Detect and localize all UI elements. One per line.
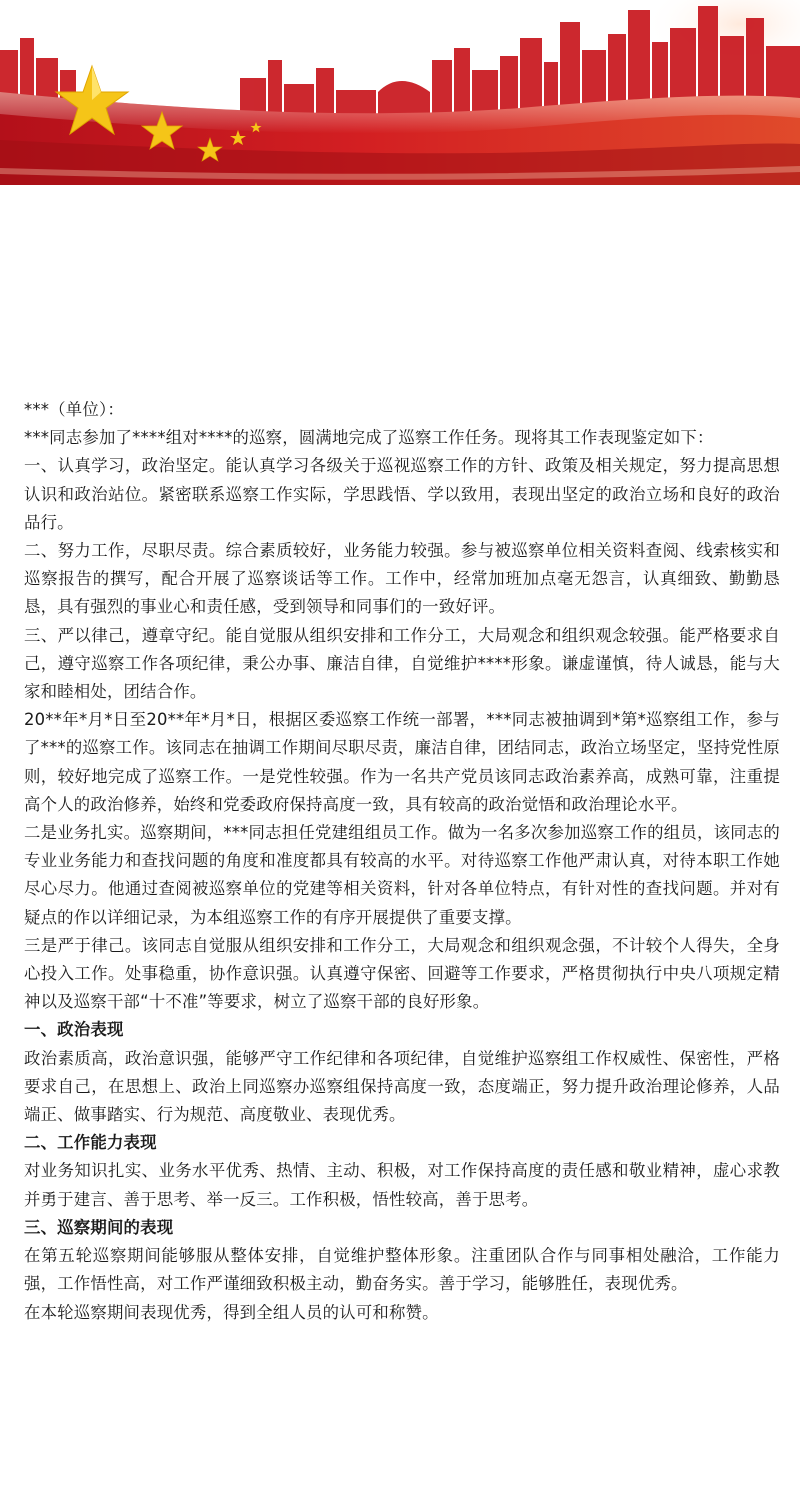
appraisal-document [24,396,780,1327]
body-paragraph: 二是业务扎实。巡察期间，***同志担任党建组组员工作。做为一名多次参加巡察工作的组员，该同志的专业业务能力和查找问题的角度和准度都具有较高的水平。对待巡察工作他严肃认真，对待本职工作她尽心尽力。他通过查阅被巡察单位的党建等相关资料，针对各单位特点，有针对性的查找问题。并对有疑点的作以详细记录，为本组巡察工作的有序开展提供了重要支撑。 [24,823,780,927]
body-paragraph: 二、努力工作，尽职尽责。综合素质较好，业务能力较强。参与被巡察单位相关资料查阅、线索核实和巡察报告的撰写，配合开展了巡察谈话等工作。工作中，经常加班加点毫无怨言，认真细致、勤勤恳恳，具有强烈的事业心和责任感，受到领导和同事们的一致好评。 [24,541,780,617]
body-paragraph: 在本轮巡察期间表现优秀，得到全组人员的认可和称赞。 [24,1302,439,1322]
section-heading: 三、巡察期间的表现 [24,1217,174,1237]
header-banner [0,0,800,185]
section-heading: 一、政治表现 [24,1020,124,1040]
body-paragraph: 三是严于律己。该同志自觉服从组织安排和工作分工，大局观念和组织观念强，不计较个人得失，全身心投入工作。处事稳重，协作意识强。认真遵守保密、回避等工作要求，严格贯彻执行中央八项规定精神以及巡察干部“十不准”等要求，树立了巡察干部的良好形象。 [24,935,780,1012]
body-paragraph: 对业务知识扎实、业务水平优秀、热情、主动、积极，对工作保持高度的责任感和敬业精神，虚心求教并勇于建言、善于思考、举一反三。工作积极，悟性较高，善于思考。 [24,1161,780,1209]
city-skyline [0,0,800,185]
document-body [24,424,780,1327]
salutation: ***（单位）： [24,400,124,419]
body-paragraph: 20**年*月*日至20**年*月*日，根据区委巡察工作统一部署，***同志被抽调到*第*巡察组工作，参与了***的巡察工作。该同志在抽调工作期间尽职尽责，廉洁自律，团结同志，政治立场坚定，坚持党性原则，较好地完成了巡察工作。一是党性较强。作为一名共产党员该同志政治素养高，成熟可靠，注重提高个人的政治修养，始终和党委政府保持高度一致，具有较高的政治觉悟和政治理论水平。 [24,710,780,814]
section-heading: 二、工作能力表现 [24,1133,157,1153]
body-paragraph: 一、认真学习，政治坚定。能认真学习各级关于巡视巡察工作的方针、政策及相关规定，努力提高思想认识和政治站位。紧密联系巡察工作实际，学思践悟、学以致用，表现出坚定的政治立场和良好的政治品行。 [24,456,780,532]
body-paragraph: 在第五轮巡察期间能够服从整体安排，自觉维护整体形象。注重团队合作与同事相处融洽，工作能力强，工作悟性高，对工作严谨细致积极主动，勤奋务实。善于学习，能够胜任，表现优秀。 [24,1246,780,1294]
body-paragraph: ***同志参加了****组对****的巡察，圆满地完成了巡察工作任务。现将其工作表现鉴定如下： [24,428,714,448]
body-paragraph: 政治素质高，政治意识强，能够严守工作纪律和各项纪律，自觉维护巡察组工作权威性、保密性，严格要求自己，在思想上、政治上同巡察办巡察组保持高度一致，态度端正，努力提升政治理论修养，人品端正、做事踏实、行为规范、高度敬业、表现优秀。 [24,1048,780,1125]
body-paragraph: 三、严以律己，遵章守纪。能自觉服从组织安排和工作分工，大局观念和组织观念较强。能严格要求自己，遵守巡察工作各项纪律，秉公办事、廉洁自律，自觉维护****形象。谦虚谨慎，待人诚恳，能与大家和睦相处，团结合作。 [24,625,780,702]
